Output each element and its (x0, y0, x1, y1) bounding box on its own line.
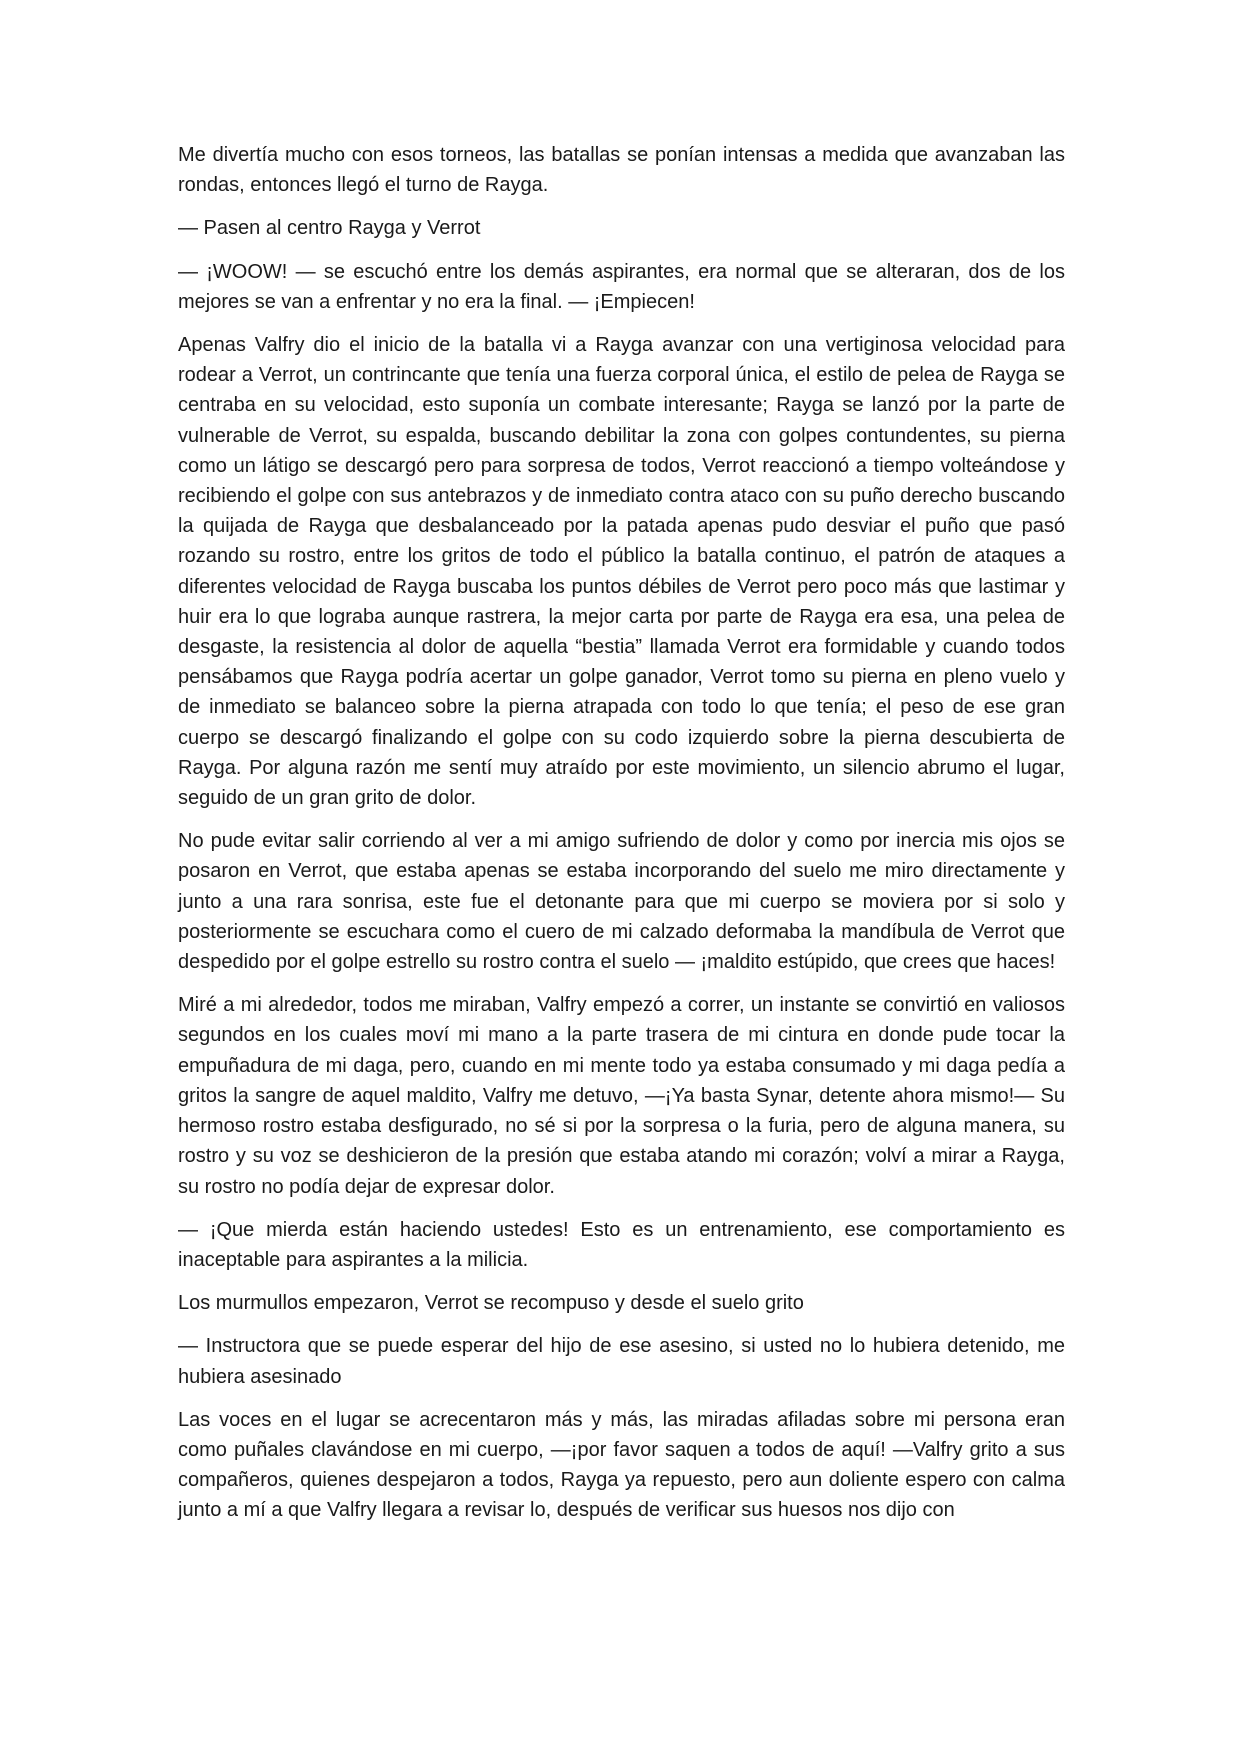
paragraph: Los murmullos empezaron, Verrot se recompuso y desde el suelo grito (178, 1292, 804, 1315)
paragraph: Apenas Valfry dio el inicio de la batalla vi a Rayga avanzar con una vertiginosa velocidad para rodear a Verrot, un contrincante que tenía una fuerza corporal única, el estilo de pelea de Rayga se centraba en su velocidad, esto suponía un combate interesante; Rayga se lanzó por la parte de vulnerable de Verrot, su espalda, buscando debilitar la zona con golpes contundentes, su pierna como un látigo se descargó pero para sorpresa de todos, Verrot reaccionó a tiempo volteándose y recibiendo el golpe con sus antebrazos y de inmediato contra ataco con su puño derecho buscando la quijada de Rayga que desbalanceado por la patada apenas pudo desviar el puño que pasó rozando su rostro, entre los gritos de todo el público la batalla continuo, el patrón de ataques a diferentes velocidad de Rayga buscaba los puntos débiles de Verrot pero poco más que lastimar y huir era lo que lograba aunque rastrera, la mejor carta por parte de Rayga era esa, una pelea de desgaste, la resistencia al dolor de aquella “bestia” llamada Verrot era formidable y cuando todos pensábamos que Rayga podría acertar un golpe ganador, Verrot tomo su pierna en pleno vuelo y de inmediato se balanceo sobre la pierna atrapada con todo lo que tenía; el peso de ese gran cuerpo se descargó finalizando el golpe con su codo izquierdo sobre la pierna descubierta de Rayga. Por alguna razón me sentí muy atraído por este movimiento, un silencio abrumo el lugar, seguido de un gran grito de dolor. (178, 334, 1065, 810)
paragraph: — Instructora que se puede esperar del hijo de ese asesino, si usted no lo hubiera detenido, me hubiera asesinado (178, 1335, 1065, 1388)
paragraph: — ¡WOOW! — se escuchó entre los demás aspirantes, era normal que se alteraran, dos de los mejores se van a enfrentar y no era la final. — ¡Empiecen! (178, 260, 1065, 313)
paragraph: — Pasen al centro Rayga y Verrot (178, 217, 481, 240)
paragraph: No pude evitar salir corriendo al ver a mi amigo sufriendo de dolor y como por inercia mis ojos se posaron en Verrot, que estaba apenas se estaba incorporando del suelo me miro directamente y junto a una rara sonrisa, este fue el detonante para que mi cuerpo se moviera por si solo y posteriormente se escuchara como el cuero de mi calzado deformaba la mandíbula de Verrot que despedido por el golpe estrello su rostro contra el suelo — ¡maldito estúpido, que crees que haces! (178, 830, 1065, 974)
paragraph: Miré a mi alrededor, todos me miraban, Valfry empezó a correr, un instante se convirtió en valiosos segundos en los cuales moví mi mano a la parte trasera de mi cintura en donde pude tocar la empuñadura de mi daga, pero, cuando en mi mente todo ya estaba consumado y mi daga pedía a gritos la sangre de aquel maldito, Valfry me detuvo, —¡Ya basta Synar, detente ahora mismo!— Su hermoso rostro estaba desfigurado, no sé si por la sorpresa o la furia, pero de alguna manera, su rostro y su voz se deshicieron de la presión que estaba atando mi corazón; volví a mirar a Rayga, su rostro no podía dejar de expresar dolor. (178, 994, 1065, 1198)
paragraph: Me divertía mucho con esos torneos, las batallas se ponían intensas a medida que avanzaban las rondas, entonces llegó el turno de Rayga. (178, 144, 1065, 197)
document-page (178, 140, 1065, 1539)
paragraph: Las voces en el lugar se acrecentaron más y más, las miradas afiladas sobre mi persona eran como puñales clavándose en mi cuerpo, —¡por favor saquen a todos de aquí! —Valfry grito a sus compañeros, quienes despejaron a todos, Rayga ya repuesto, pero aun doliente espero con calma junto a mí a que Valfry llegara a revisar lo, después de verificar sus huesos nos dijo con (178, 1408, 1065, 1522)
paragraph: — ¡Que mierda están haciendo ustedes! Esto es un entrenamiento, ese comportamiento es inaceptable para aspirantes a la milicia. (178, 1218, 1065, 1271)
